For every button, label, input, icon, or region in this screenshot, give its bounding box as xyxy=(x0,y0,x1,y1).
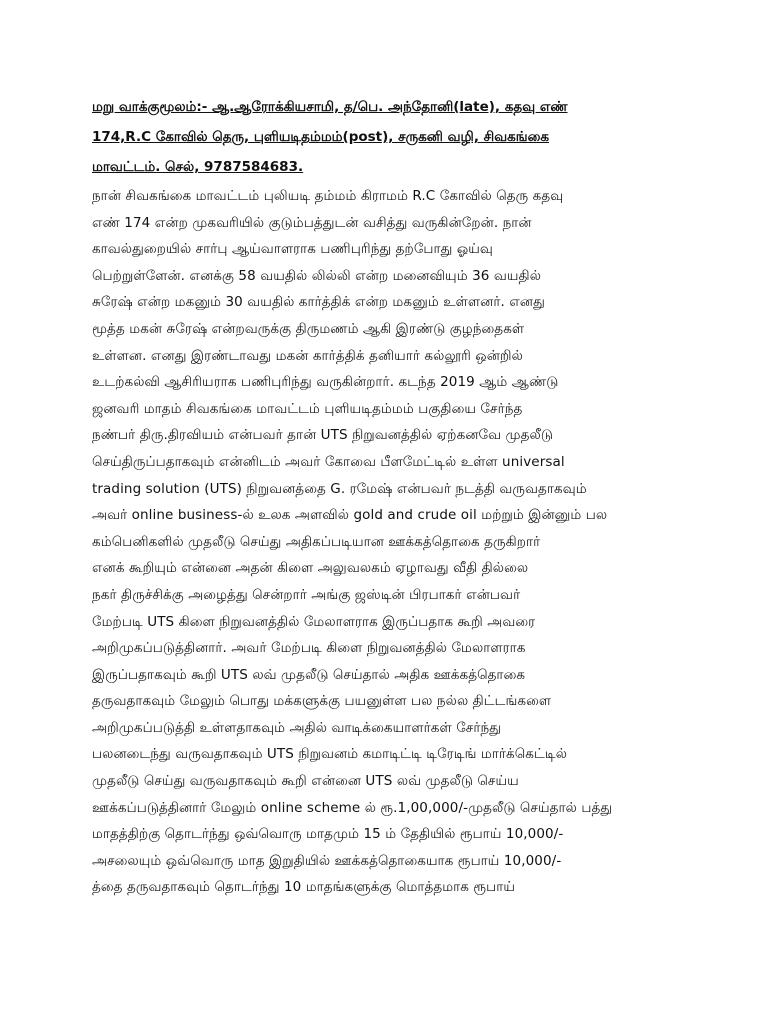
statement-body xyxy=(92,183,692,901)
body-line: பலனடைந்து வருவதாகவும் UTS நிறுவனம் கமாடிட்டி டிரேடிங் மார்க்கெட்டில் xyxy=(92,746,568,763)
body-line: தருவதாகவும் மேலும் பொது மக்களுக்கு பயனுள்ள பல நல்ல திட்டங்களை xyxy=(92,693,552,710)
body-line: மூத்த மகன் சுரேஷ் என்றவருக்கு திருமணம் ஆகி இரண்டு குழந்தைகள் xyxy=(92,320,525,337)
body-line: செய்திருப்பதாகவும் என்னிடம் அவர் கோவை பீளமேட்டில் உள்ள universal xyxy=(92,453,565,470)
body-line: உடற்கல்வி ஆசிரியராக பணிபுரிந்து வருகின்றார். கடந்த 2019 ஆம் ஆண்டு xyxy=(92,374,559,391)
body-line: நகர் திருச்சிக்கு அழைத்து சென்றார் அங்கு ஜஸ்டின் பிரபாகர் என்பவர் xyxy=(92,586,521,603)
body-line: நண்பர் திரு.திரவியம் என்பவர் தான் UTS நிறுவனத்தில் ஏற்கனவே முதலீடு xyxy=(92,427,553,444)
body-line: சுரேஷ் என்ற மகனும் 30 வயதில் கார்த்திக் என்ற மகனும் உள்ளனர். எனது xyxy=(92,294,545,311)
body-line: அறிமுகப்படுத்தி உள்ளதாகவும் அதில் வாடிக்கையாளர்கள் சேர்ந்து xyxy=(92,719,502,736)
body-line: மேற்படி UTS கிளை நிறுவனத்தில் மேலாளராக இருப்பதாக கூறி அவரை xyxy=(92,613,536,630)
body-line: அவர் online business-ல் உலக அளவில் gold and crude oil மற்றும் இன்னும் பல xyxy=(92,507,608,524)
heading-line: 174,R.C கோவில் தெரு, புளியடிதம்மம்(post), சருகனி வழி, சிவகங்கை xyxy=(92,129,550,145)
body-line: கம்பெனிகளில் முதலீடு செய்து அதிகப்படியான ஊக்கத்தொகை தருகிறார் xyxy=(92,533,541,550)
heading-line: மறு வாக்குமூலம்:- ஆ.ஆரோக்கியசாமி, த/பெ. அந்தோனி(late), கதவு எண் xyxy=(92,99,568,115)
body-line: காவல்துறையில் சார்பு ஆய்வாளராக பணிபுரிந்து தற்போது ஓய்வு xyxy=(92,241,493,258)
body-line: த்தை தருவதாகவும் தொடர்ந்து 10 மாதங்களுக்கு மொத்தமாக ரூபாய் xyxy=(92,879,516,896)
body-line: ஜனவரி மாதம் சிவகங்கை மாவட்டம் புளியடிதம்மம் பகுதியை சேர்ந்த xyxy=(92,400,523,417)
body-line: அறிமுகப்படுத்தினார். அவர் மேற்படி கிளை நிறுவனத்தில் மேலாளராக xyxy=(92,640,526,657)
body-line: எண் 174 என்ற முகவரியில் குடும்பத்துடன் வசித்து வருகின்றேன். நான் xyxy=(92,214,532,231)
body-line: நான் சிவகங்கை மாவட்டம் புலியடி தம்மம் கிராமம் R.C கோவில் தெரு கதவு xyxy=(92,188,564,204)
body-line: எனக் கூறியும் என்னை அதன் கிளை அலுவலகம் ஏழாவது வீதி தில்லை xyxy=(92,560,529,577)
body-line: முதலீடு செய்து வருவதாகவும் கூறி என்னை UTS லவ் முதலீடு செய்ய xyxy=(92,773,519,790)
body-line: மாதத்திற்கு தொடர்ந்து ஒவ்வொரு மாதமும் 15 ம் தேதியில் ரூபாய் 10,000/- xyxy=(92,826,564,843)
body-line: அசலையும் ஒவ்வொரு மாத இறுதியில் ஊக்கத்தொகையாக ரூபாய் 10,000/- xyxy=(92,852,562,869)
body-line: trading solution (UTS) நிறுவனத்தை G. ரமேஷ் என்பவர் நடத்தி வருவதாகவும் xyxy=(92,480,587,497)
statement-heading xyxy=(92,92,692,182)
body-line: ஊக்கப்படுத்தினார் மேலும் online scheme ல் ரூ.1,00,000/-முதலீடு செய்தால் பத்து xyxy=(92,799,613,816)
heading-line: மாவட்டம். செல், 9787584683. xyxy=(92,159,304,175)
body-line: இருப்பதாகவும் கூறி UTS லவ் முதலீடு செய்தால் அதிக ஊக்கத்தொகை xyxy=(92,666,526,683)
body-line: உள்ளன. எனது இரண்டாவது மகன் கார்த்திக் தனியார் கல்லூரி ஒன்றில் xyxy=(92,347,523,364)
body-line: பெற்றுள்ளேன். எனக்கு 58 வயதில் லில்லி என்ற மனைவியும் 36 வயதில் xyxy=(92,267,541,284)
